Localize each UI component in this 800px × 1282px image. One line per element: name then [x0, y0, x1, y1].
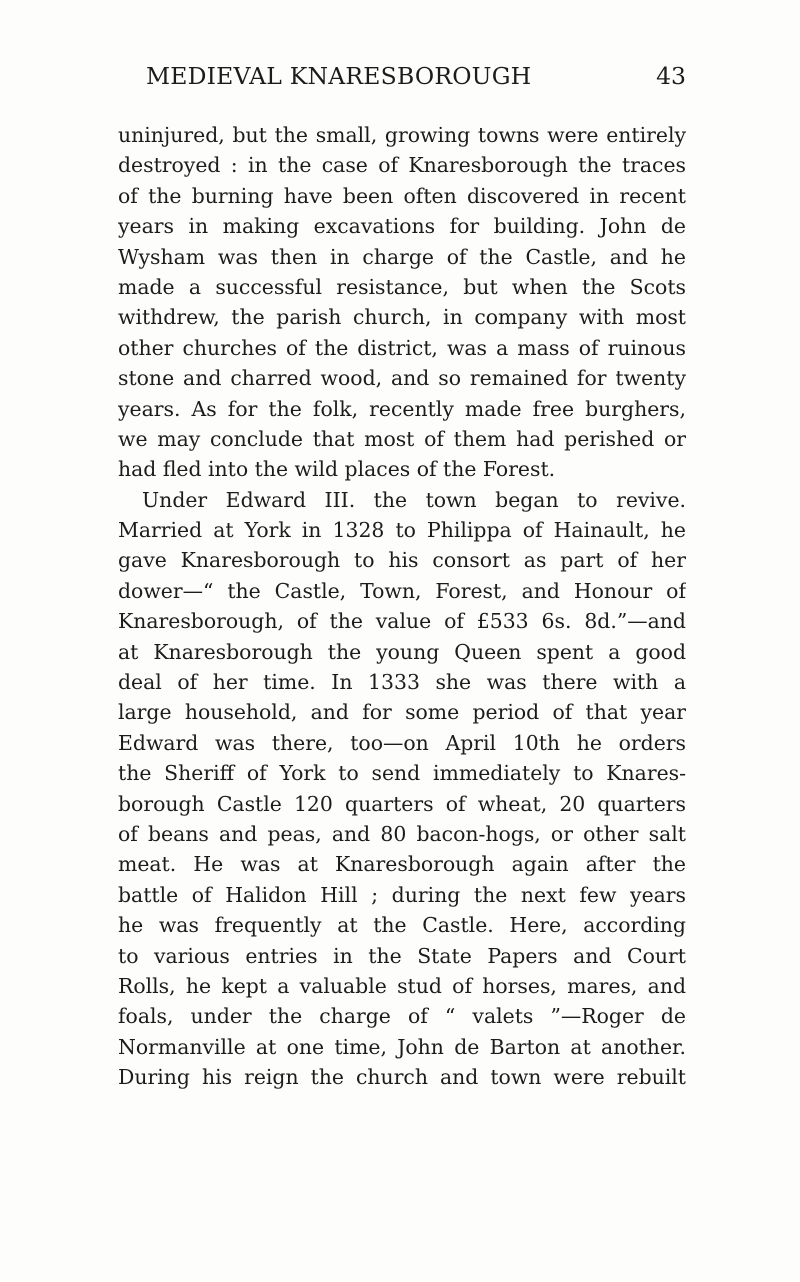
text-line: gave Knaresborough to his consort as part of her [118, 548, 686, 573]
text-line: made a successful resistance, but when the Scots [118, 274, 686, 299]
text-line: Edward was there, too—on April 10th he orders [118, 730, 686, 755]
text-line: battle of Halidon Hill ; during the next few years [118, 882, 686, 907]
text-line: he was frequently at the Castle. Here, according [118, 913, 686, 938]
text-line: other churches of the district, was a mass of ruinous [118, 335, 686, 360]
running-head: MEDIEVAL KNARESBOROUGH [146, 62, 532, 90]
text-line: borough Castle 120 quarters of wheat, 20 quarters [118, 791, 686, 816]
text-line: Under Edward III. the town began to revive. [142, 487, 686, 512]
page-header [118, 62, 686, 96]
text-line: we may conclude that most of them had perished or [118, 426, 686, 451]
text-line: years in making excavations for building. John de [118, 214, 686, 239]
text-line: meat. He was at Knaresborough again after the [118, 852, 686, 877]
text-line: foals, under the charge of “ valets ”—Roger de [118, 1004, 686, 1029]
text-line: destroyed : in the case of Knaresborough the traces [118, 153, 686, 178]
text-line: During his reign the church and town were rebuilt [118, 1065, 686, 1090]
text-line: Knaresborough, of the value of £533 6s. 8d.”—and [118, 609, 686, 634]
text-line: Married at York in 1328 to Philippa of Hainault, he [118, 518, 686, 543]
text-line: to various entries in the State Papers and Court [118, 943, 686, 968]
text-line: had fled into the wild places of the Forest. [118, 457, 556, 482]
text-line: Normanville at one time, John de Barton at another. [118, 1034, 686, 1059]
text-line: at Knaresborough the young Queen spent a good [118, 639, 686, 664]
text-line: the Sheriff of York to send immediately to Knares- [118, 761, 686, 786]
text-line: of the burning have been often discovered in recent [118, 183, 686, 208]
text-line: stone and charred wood, and so remained for twenty [118, 366, 686, 391]
text-line: Rolls, he kept a valuable stud of horses, mares, and [118, 973, 686, 998]
text-line: dower—“ the Castle, Town, Forest, and Honour of [118, 578, 686, 603]
text-line: Wysham was then in charge of the Castle, and he [118, 244, 686, 269]
text-line: withdrew, the parish church, in company with most [118, 305, 686, 330]
text-line: uninjured, but the small, growing towns were entirely [118, 123, 686, 147]
page-number: 43 [656, 62, 686, 90]
text-line: large household, and for some period of that year [118, 700, 686, 725]
text-line: of beans and peas, and 80 bacon-hogs, or other salt [118, 821, 686, 846]
body-text [118, 120, 686, 1093]
text-line: years. As for the folk, recently made free burghers, [118, 396, 686, 421]
text-line: deal of her time. In 1333 she was there with a [118, 670, 686, 695]
